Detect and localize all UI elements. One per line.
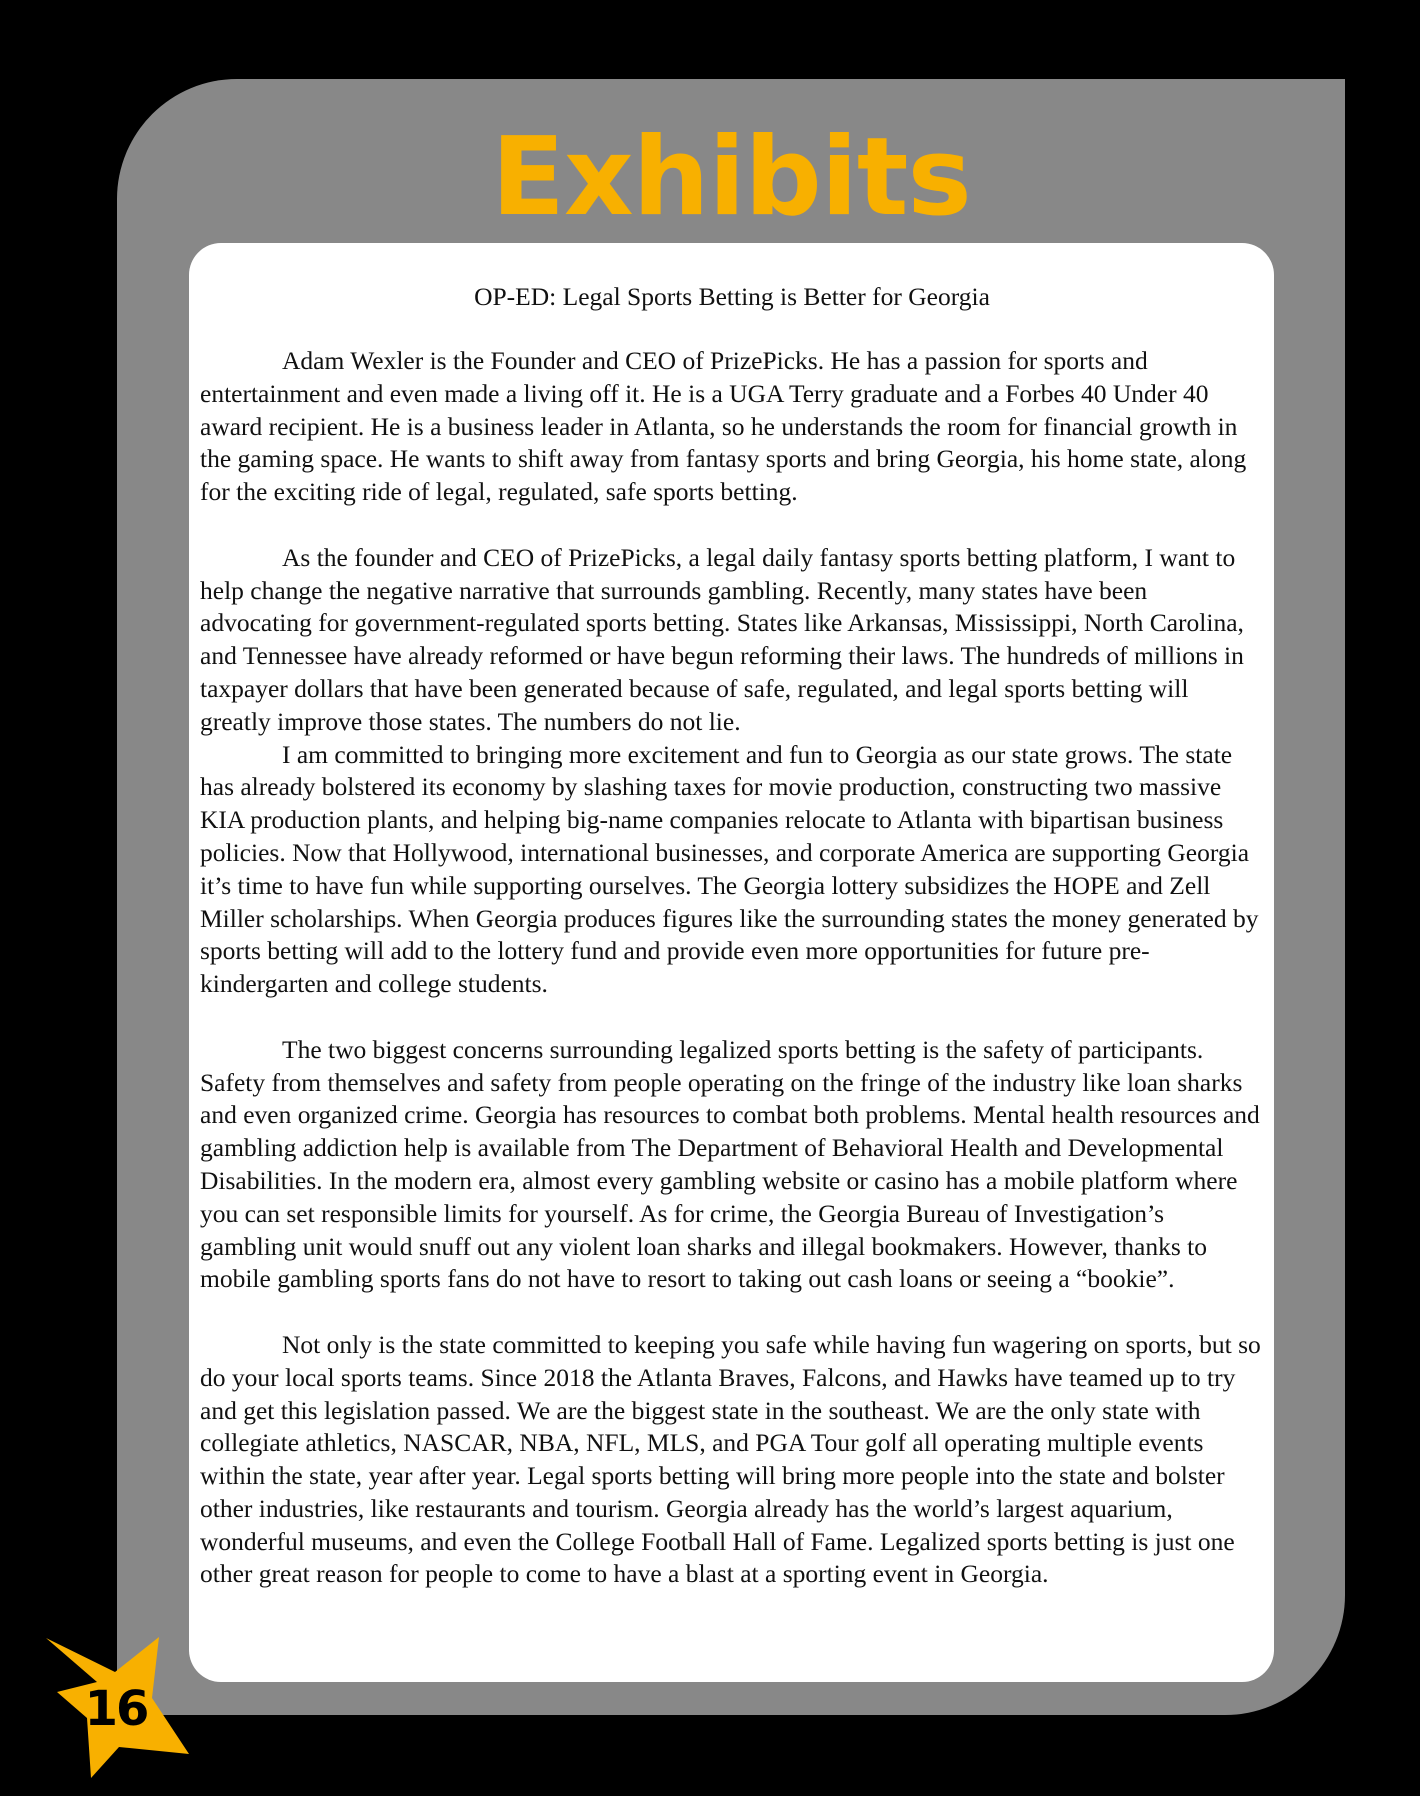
article-paragraph-1: Adam Wexler is the Founder and CEO of PrizePicks. He has a passion for sports and entertainment and even made a living off it. He is a UGA Terry graduate and a Forbes 40 Under 40 award recipient. He is a business leader in Atlanta, so he understands the room for financial growth in the gaming space. He wants to shift away from fantasy sports and bring Georgia, his home state, along for the exciting ride of legal, regulated, safe sports betting. (200, 346, 1247, 507)
article-paragraph-4: The two biggest concerns surrounding legalized sports betting is the safety of participants. Safety from themselves and safety from people operating on the fringe of the industry like loan sharks and even organized crime. Georgia has resources to combat both problems. Mental health resources and gambling addiction help is available from The Department of Behavioral Health and Developmental Disabilities. In the modern era, almost every gambling website or casino has a mobile platform where you can set responsible limits for yourself. As for crime, the Georgia Bureau of Investigation’s gambling unit would snuff out any violent loan sharks and illegal bookmakers. However, thanks to mobile gambling sports fans do not have to resort to taking out cash loans or seeing a “bookie”. (200, 1034, 1260, 1294)
article-paragraph-3: I am committed to bringing more excitement and fun to Georgia as our state grows. The state has already bolstered its economy by slashing taxes for movie production, constructing two massive KIA production plants, and helping big-name companies relocate to Atlanta with bipartisan business policies. Now that Hollywood, international businesses, and corporate America are supporting Georgia it’s time to have fun while supporting ourselves. The Georgia lottery subsidizes the HOPE and Zell Miller scholarships. When Georgia produces figures like the surrounding states the money generated by sports betting will add to the lottery fund and provide even more opportunities for future pre-kindergarten and college students. (200, 739, 1259, 999)
page-title: Exhibits (491, 115, 971, 240)
page-number: 16 (84, 1681, 148, 1737)
page-number-star-icon (43, 1632, 191, 1780)
content-card (189, 243, 1274, 1682)
article-title: OP-ED: Legal Sports Betting is Better for Georgia (474, 282, 990, 311)
article-paragraph-5: Not only is the state committed to keeping you safe while having fun wagering on sports, but so do your local sports teams. Since 2018 the Atlanta Braves, Falcons, and Hawks have teamed up to try and get this legislation passed. We are the biggest state in the southeast. We are the only state with collegiate athletics, NASCAR, NBA, NFL, MLS, and PGA Tour golf all operating multiple events within the state, year after year. Legal sports betting will bring more people into the state and bolster other industries, like restaurants and tourism. Georgia already has the world’s largest aquarium, wonderful museums, and even the College Football Hall of Fame. Legalized sports betting is just one other great reason for people to come to have a blast at a sporting event in Georgia. (200, 1329, 1261, 1589)
article-paragraph-2: As the founder and CEO of PrizePicks, a legal daily fantasy sports betting platform, I want to help change the negative narrative that surrounds gambling. Recently, many states have been advocating for government-regulated sports betting. States like Arkansas, Mississippi, North Carolina, and Tennessee have already reformed or have begun reforming their laws. The hundreds of millions in taxpayer dollars that have been generated because of safe, regulated, and legal sports betting will greatly improve those states. The numbers do not lie. (200, 542, 1244, 736)
